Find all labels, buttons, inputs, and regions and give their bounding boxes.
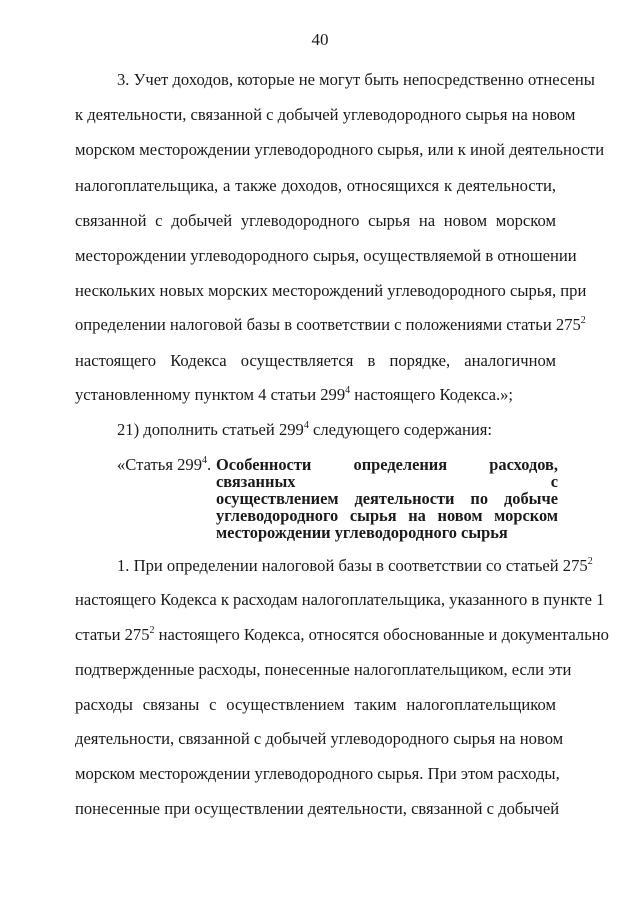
para3-line-8-sup: 2 — [580, 315, 586, 326]
para1-line-3-text-a: статьи 275 — [75, 625, 150, 644]
para3-line-10-text-b: настоящего Кодекса.»; — [350, 385, 514, 404]
para3-line-10 — [75, 385, 513, 405]
para3-line-8-text: определении налоговой базы в соответствии с положениями статьи 275 — [75, 315, 581, 334]
para3-line-10-sup: 4 — [345, 385, 351, 396]
para1-line-1 — [117, 556, 593, 576]
para1-line-3-text-b: настоящего Кодекса, относятся обоснованные и документально — [154, 625, 609, 644]
article-label — [117, 455, 211, 475]
para3-line-7: нескольких новых морских месторождений углеводородного сырья, при — [75, 281, 587, 300]
para3-line-5: связанной с добычей углеводородного сырья на новом морском — [75, 211, 556, 230]
para3-line-4: налогоплательщика, а также доходов, относящихся к деятельности, — [75, 176, 556, 195]
para3-line-1: 3. Учет доходов, которые не могут быть непосредственно отнесены — [117, 70, 595, 89]
para3-line-2: к деятельности, связанной с добычей углеводородного сырья на новом — [75, 105, 576, 124]
article-title-line-1: Особенности определения расходов, связанных с — [216, 455, 558, 491]
para1-line-7: морском месторождении углеводородного сырья. При этом расходы, — [75, 764, 560, 783]
article-title-line-3: углеводородного сырья на новом морском — [216, 506, 558, 525]
para1-line-1-sup: 2 — [587, 556, 593, 567]
para1-line-2: настоящего Кодекса к расходам налогоплательщика, указанного в пункте 1 — [75, 590, 605, 609]
para3-line-9: настоящего Кодекса осуществляется в порядке, аналогичном — [75, 351, 556, 370]
item-21-sup: 4 — [303, 420, 309, 431]
para3-line-6: месторождении углеводородного сырья, осуществляемой в отношении — [75, 246, 577, 265]
article-label-end: . — [207, 455, 212, 474]
page-number: 40 — [311, 30, 329, 49]
para1-line-3 — [75, 625, 609, 645]
item-21 — [117, 420, 492, 440]
para1-line-1-text: 1. При определении налоговой базы в соответствии со статьей 275 — [117, 556, 588, 575]
para1-line-4: подтвержденные расходы, понесенные налогоплательщиком, если эти — [75, 660, 572, 679]
item-21-text-b: следующего содержания: — [308, 420, 493, 439]
article-title-line-2: осуществлением деятельности по добыче — [216, 489, 558, 508]
para3-line-3: морском месторождении углеводородного сырья, или к иной деятельности — [75, 140, 605, 159]
para3-line-10-text-a: установленному пунктом 4 статьи 299 — [75, 385, 346, 404]
para1-line-8: понесенные при осуществлении деятельности, связанной с добычей — [75, 799, 560, 818]
para1-line-3-sup: 2 — [149, 625, 155, 636]
para1-line-6: деятельности, связанной с добычей углеводородного сырья на новом — [75, 729, 564, 748]
article-title-line-4: месторождении углеводородного сырья — [216, 523, 508, 542]
article-label-text: «Статья 299 — [117, 455, 203, 474]
article-label-sup: 4 — [202, 455, 208, 466]
item-21-text-a: 21) дополнить статьей 299 — [117, 420, 304, 439]
para3-line-8 — [75, 315, 586, 335]
para1-line-5: расходы связаны с осуществлением таким налогоплательщиком — [75, 695, 556, 714]
article-title — [216, 456, 558, 541]
